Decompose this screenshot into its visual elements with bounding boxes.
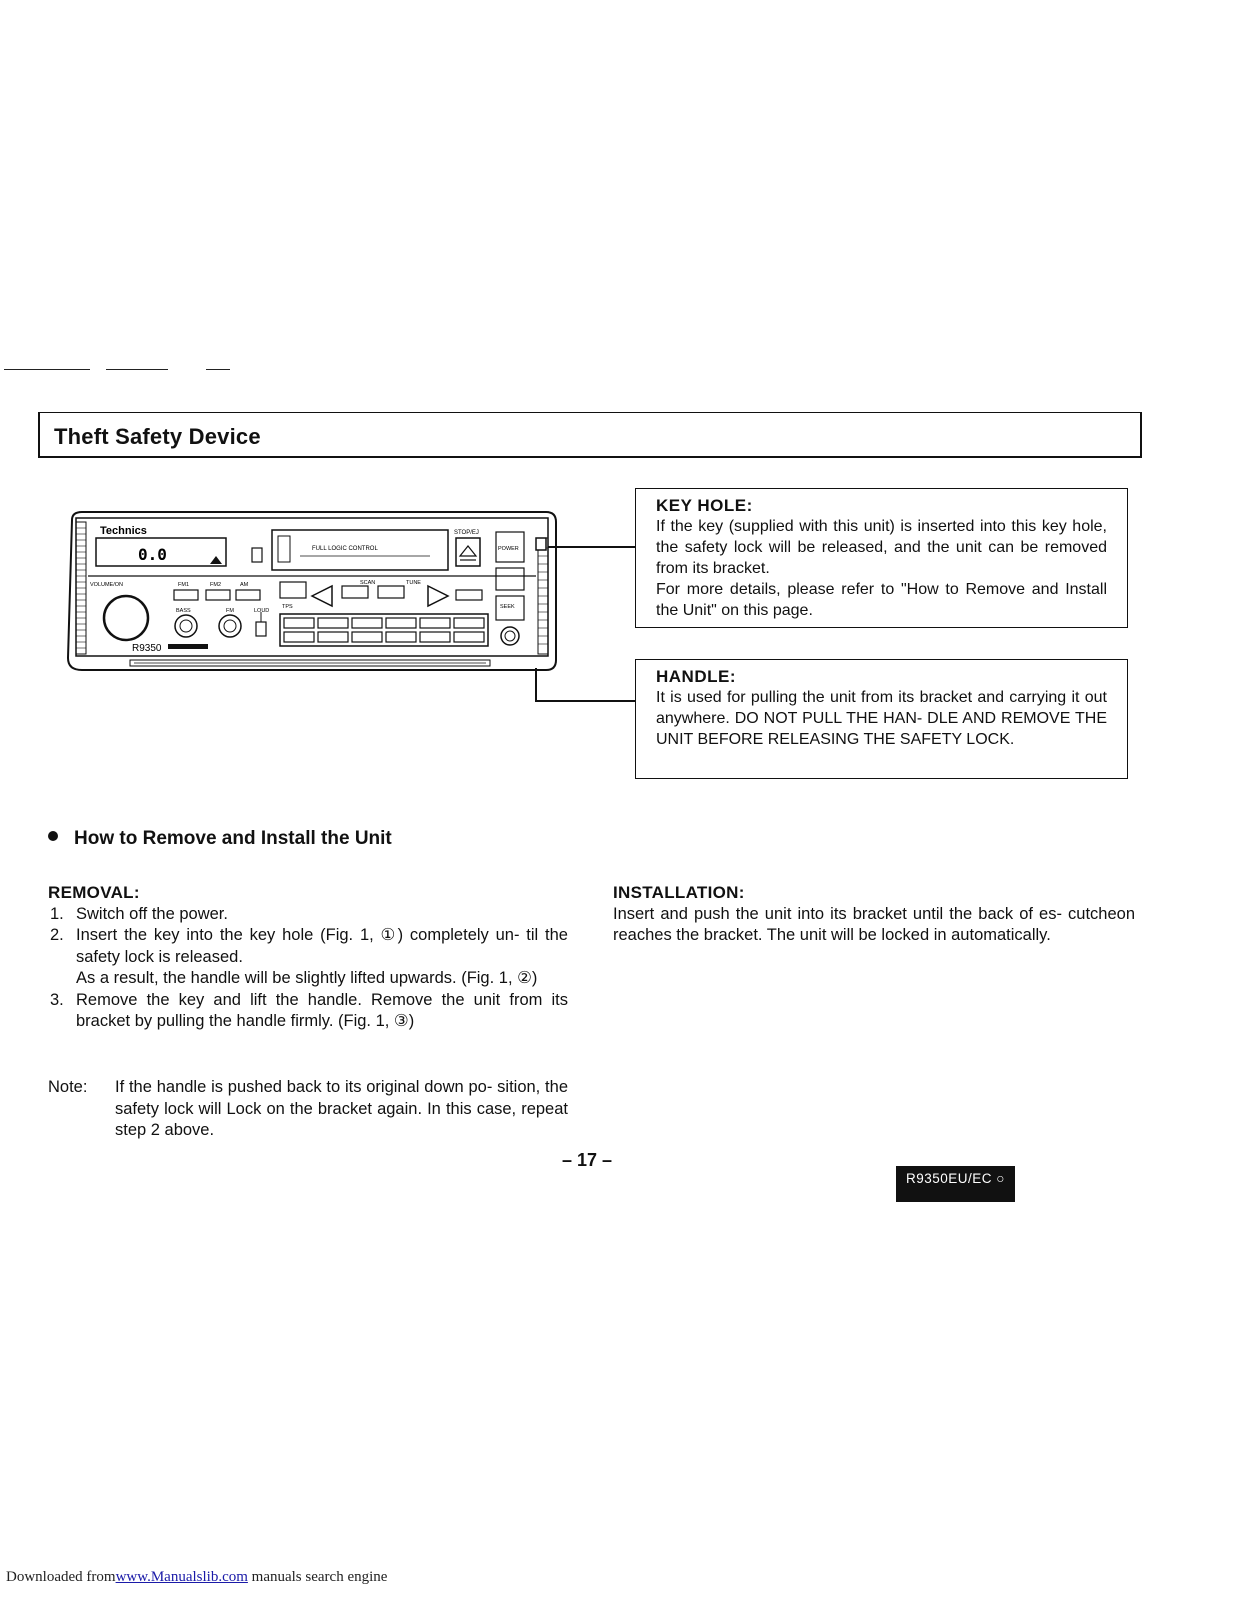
page-number: – 17 – bbox=[562, 1150, 613, 1170]
note-text: If the handle is pushed back to its original down po- sition, the safety lock will Lock on the bracket again. In this case, repeat step 2 above. bbox=[115, 1078, 568, 1139]
key-hole-callout bbox=[635, 488, 1128, 628]
fm2-label: FM2 bbox=[210, 582, 221, 588]
power-label: POWER bbox=[498, 546, 519, 552]
manualslib-link[interactable]: www.Manualslib.com bbox=[115, 1569, 248, 1585]
installation-column bbox=[613, 882, 1135, 947]
top-rule-3 bbox=[206, 369, 230, 370]
model-code-badge: R9350EU/EC ○ bbox=[896, 1166, 1015, 1202]
step-text: Insert the key into the key hole (Fig. 1, ①) completely un- til the safety lock is released. bbox=[76, 926, 568, 966]
volume-label: VOLUME/ON bbox=[90, 582, 124, 588]
page-title: Theft Safety Device bbox=[54, 424, 261, 449]
am-label: AM bbox=[240, 582, 249, 588]
key-hole-text-2: For more details, please refer to "How to Remove and Install the Unit" on this page. bbox=[656, 581, 1107, 619]
handle-title: HANDLE: bbox=[656, 667, 736, 686]
handle-text: It is used for pulling the unit from its bracket and carrying it out anywhere. DO NOT PULL THE HAN- DLE AND REMOVE THE UNIT BEFORE RELEASING THE SAFETY LOCK. bbox=[656, 689, 1107, 748]
stereo-front-panel-illustration bbox=[60, 508, 562, 680]
fm-label: FM bbox=[226, 608, 234, 614]
step-text: Remove the key and lift the handle. Remove the unit from its bracket by pulling the handle firmly. (Fig. 1, ③) bbox=[76, 990, 568, 1030]
key-hole-text-1: If the key (supplied with this unit) is inserted into this key hole, the safety lock will be released, and the unit can be removed from its bracket. bbox=[656, 518, 1107, 577]
stereo-figure bbox=[60, 508, 562, 685]
removal-column bbox=[48, 882, 568, 1033]
removal-step bbox=[48, 904, 568, 926]
brand-label: Technics bbox=[100, 525, 147, 537]
step-continuation: As a result, the handle will be slightly lifted upwards. (Fig. 1, ②) bbox=[76, 969, 538, 987]
key-hole-title: KEY HOLE: bbox=[656, 496, 753, 515]
installation-title: INSTALLATION: bbox=[613, 883, 745, 902]
removal-title: REMOVAL: bbox=[48, 883, 140, 902]
note-block bbox=[48, 1077, 568, 1142]
footer-prefix: Downloaded from bbox=[6, 1569, 116, 1585]
note-label: Note: bbox=[48, 1078, 88, 1096]
bullet-icon bbox=[48, 831, 58, 841]
handle-callout bbox=[635, 659, 1128, 779]
step-number: 3. bbox=[50, 990, 64, 1009]
removal-steps bbox=[48, 904, 568, 1033]
plc-label: FULL LOGIC CONTROL bbox=[312, 546, 378, 552]
removal-step bbox=[48, 925, 568, 990]
step-number: 1. bbox=[50, 904, 64, 923]
fm1-label: FM1 bbox=[178, 582, 189, 588]
subheading-text: How to Remove and Install the Unit bbox=[74, 828, 392, 849]
key-hole-leader-line bbox=[548, 546, 636, 548]
section-subheading bbox=[48, 828, 392, 850]
footer bbox=[6, 1569, 387, 1586]
top-rule-1 bbox=[4, 369, 90, 370]
stop-ej-label: STOP/EJ bbox=[454, 530, 479, 536]
handle-leader-vertical bbox=[535, 668, 537, 701]
loud-label: LOUD bbox=[254, 608, 270, 614]
model-label: R9350 bbox=[132, 643, 162, 654]
display-readout: 0.0 bbox=[138, 545, 167, 564]
removal-step bbox=[48, 990, 568, 1033]
handle-leader-horizontal bbox=[535, 700, 636, 702]
step-text: Switch off the power. bbox=[76, 904, 228, 923]
footer-suffix: manuals search engine bbox=[247, 1569, 388, 1585]
seek-label: SEEK bbox=[500, 604, 515, 610]
top-rule-2 bbox=[106, 369, 168, 370]
tps-label: TPS bbox=[282, 604, 293, 610]
scan-label: SCAN bbox=[360, 580, 376, 586]
step-number: 2. bbox=[50, 926, 64, 944]
section-title-box bbox=[38, 412, 1142, 458]
installation-text: Insert and push the unit into its bracket until the back of es- cutcheon reaches the bracket. The unit will be locked in automatically. bbox=[613, 904, 1135, 944]
bass-label: BASS bbox=[176, 608, 191, 614]
tune-label: TUNE bbox=[406, 580, 421, 586]
